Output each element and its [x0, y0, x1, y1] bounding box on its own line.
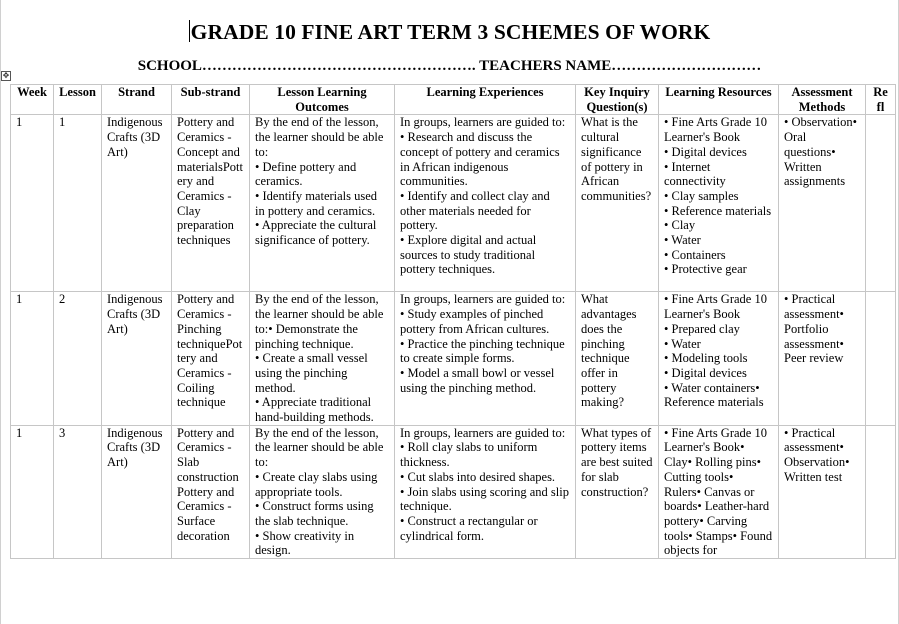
cell-week[interactable]: 1: [11, 425, 54, 558]
header-week[interactable]: Week: [11, 85, 54, 115]
cell-reflection[interactable]: [866, 425, 896, 558]
cell-reflection[interactable]: [866, 115, 896, 292]
cell-week[interactable]: 1: [11, 115, 54, 292]
cell-lesson[interactable]: 3: [54, 425, 102, 558]
cell-outcomes[interactable]: By the end of the lesson, the learner should be able to: • Create clay slabs using appropriate tools. • Construct forms using the slab technique. • Show creativity in design.: [250, 425, 395, 558]
table-row: [11, 292, 896, 425]
cell-inquiry-question[interactable]: What types of pottery items are best suited for slab construction?: [576, 425, 659, 558]
header-strand[interactable]: Strand: [102, 85, 172, 115]
cell-inquiry-question[interactable]: What advantages does the pinching technique offer in pottery making?: [576, 292, 659, 425]
table-row: [11, 115, 896, 292]
school-teacher-line[interactable]: SCHOOL………………………………………………. TEACHERS NAME…………………………: [137, 58, 762, 74]
table-header-row: [11, 85, 896, 115]
header-lesson[interactable]: Lesson: [54, 85, 102, 115]
cell-resources[interactable]: • Fine Arts Grade 10 Learner's Book• Clay• Rolling pins• Cutting tools• Rulers• Canvas or boards• Leather-hard pottery• Carving tools• Stamps• Found objects for: [659, 425, 779, 558]
header-assessment[interactable]: Assessment Methods: [779, 85, 866, 115]
header-resources[interactable]: Learning Resources: [659, 85, 779, 115]
cell-lesson[interactable]: 2: [54, 292, 102, 425]
cell-experiences[interactable]: In groups, learners are guided to: • Study examples of pinched pottery from African cultures. • Practice the pinching technique to create simple forms. • Model a small bowl or vessel using the pinching method.: [395, 292, 576, 425]
cell-strand[interactable]: Indigenous Crafts (3D Art): [102, 292, 172, 425]
cell-experiences[interactable]: In groups, learners are guided to: • Research and discuss the concept of pottery and ceramics in African indigenous communities. • Identify and collect clay and other materials needed for pottery. • Explore digital and actual sources to study traditional pottery techniques.: [395, 115, 576, 292]
cell-assessment[interactable]: • Practical assessment• Observation• Written test: [779, 425, 866, 558]
cell-substrand[interactable]: Pottery and Ceramics - Concept and materialsPottery and Ceramics - Clay preparation techniques: [172, 115, 250, 292]
cell-resources[interactable]: • Fine Arts Grade 10 Learner's Book • Digital devices • Internet connectivity • Clay samples • Reference materials • Clay • Water • Containers • Protective gear: [659, 115, 779, 292]
document-title: GRADE 10 FINE ART TERM 3 SCHEMES OF WORK: [190, 20, 711, 44]
cell-substrand[interactable]: Pottery and Ceramics - Slab construction Pottery and Ceramics - Surface decoration: [172, 425, 250, 558]
cell-week[interactable]: 1: [11, 292, 54, 425]
header-inquiry-question[interactable]: Key Inquiry Question(s): [576, 85, 659, 115]
cell-substrand[interactable]: Pottery and Ceramics - Pinching techniquePottery and Ceramics - Coiling technique: [172, 292, 250, 425]
header-substrand[interactable]: Sub-strand: [172, 85, 250, 115]
cell-strand[interactable]: Indigenous Crafts (3D Art): [102, 115, 172, 292]
cell-lesson[interactable]: 1: [54, 115, 102, 292]
cell-inquiry-question[interactable]: What is the cultural significance of pottery in African communities?: [576, 115, 659, 292]
cell-resources[interactable]: • Fine Arts Grade 10 Learner's Book • Prepared clay • Water • Modeling tools • Digital devices • Water containers• Reference materials: [659, 292, 779, 425]
header-reflection[interactable]: Re fl: [866, 85, 896, 115]
cell-assessment[interactable]: • Observation• Oral questions• Written assignments: [779, 115, 866, 292]
cell-assessment[interactable]: • Practical assessment• Portfolio assessment• Peer review: [779, 292, 866, 425]
cell-reflection[interactable]: [866, 292, 896, 425]
cell-outcomes[interactable]: By the end of the lesson, the learner should be able to:• Demonstrate the pinching technique. • Create a small vessel using the pinching method. • Appreciate traditional hand-building methods.: [250, 292, 395, 425]
document-title-line[interactable]: [0, 20, 899, 45]
cell-strand[interactable]: Indigenous Crafts (3D Art): [102, 425, 172, 558]
header-outcomes[interactable]: Lesson Learning Outcomes: [250, 85, 395, 115]
cell-experiences[interactable]: In groups, learners are guided to: • Roll clay slabs to uniform thickness. • Cut slabs into desired shapes. • Join slabs using scoring and slip technique. • Construct a rectangular or cylindrical form.: [395, 425, 576, 558]
table-row: [11, 425, 896, 558]
table-move-handle-icon[interactable]: ✥: [2, 71, 10, 80]
header-experiences[interactable]: Learning Experiences: [395, 85, 576, 115]
schemes-of-work-table: [10, 84, 896, 559]
text-cursor: [189, 20, 190, 42]
cell-outcomes[interactable]: By the end of the lesson, the learner should be able to: • Define pottery and ceramics. • Identify materials used in pottery and ceramics. • Appreciate the cultural significance of pottery.: [250, 115, 395, 292]
page-edge-left: [0, 0, 1, 624]
